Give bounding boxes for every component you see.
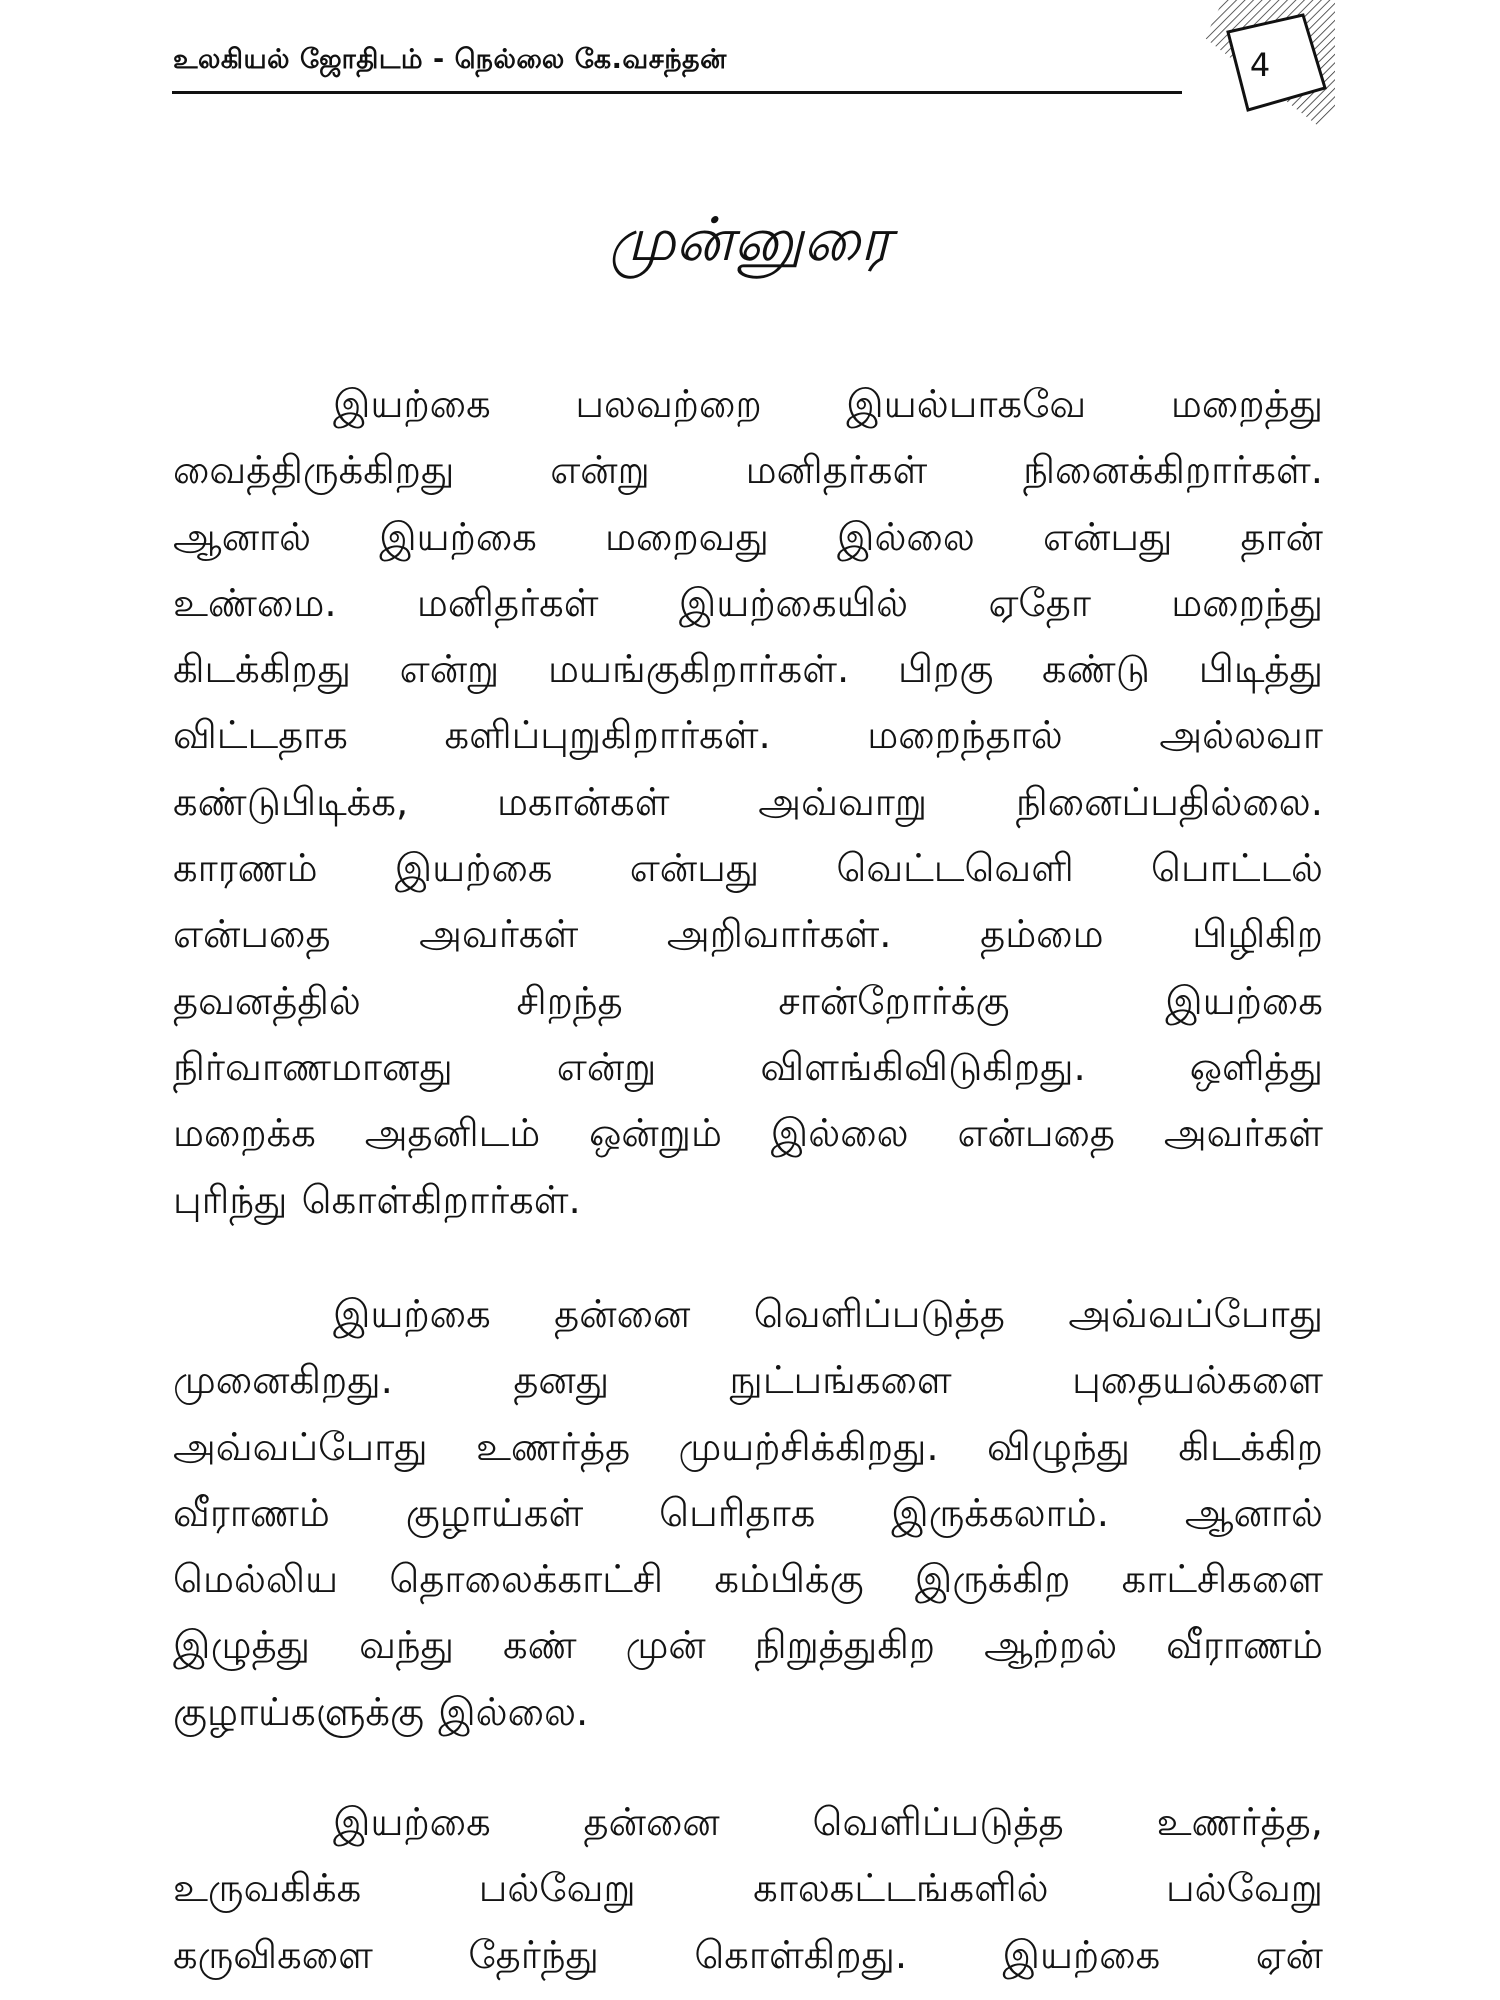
page-number: 4 xyxy=(1249,46,1271,84)
text-line: வைத்திருக்கிறது என்று மனிதர்கள் நினைக்கிறார்கள். xyxy=(173,448,1323,494)
paragraph-2 xyxy=(173,1282,1323,1746)
text-line: கண்டுபிடிக்க, மகான்கள் அவ்வாறு நினைப்பதில்லை. xyxy=(173,779,1323,825)
paragraph-1 xyxy=(173,372,1323,1234)
paragraph-3 xyxy=(173,1790,1323,1989)
text-line: விட்டதாக களிப்புறுகிறார்கள். மறைந்தால் அல்லவா xyxy=(173,713,1323,759)
text-line: நிர்வாணமானது என்று விளங்கிவிடுகிறது. ஒளித்து xyxy=(173,1044,1323,1090)
text-line: கருவிகளை தேர்ந்து கொள்கிறது. இயற்கை ஏன் xyxy=(173,1932,1323,1978)
text-line: உருவகிக்க பல்வேறு காலகட்டங்களில் பல்வேறு xyxy=(173,1866,1323,1912)
text-line: என்பதை அவர்கள் அறிவார்கள். தம்மை பிழிகிற xyxy=(173,912,1323,958)
running-header-title: உலகியல் ஜோதிடம் - நெல்லை கே.வசந்தன் xyxy=(173,44,727,75)
text-line: இயற்கை தன்னை வெளிப்படுத்த அவ்வப்போது xyxy=(333,1292,1323,1337)
text-line: ஆனால் இயற்கை மறைவது இல்லை என்பது தான் xyxy=(173,514,1323,560)
text-line: இயற்கை பலவற்றை இயல்பாகவே மறைத்து xyxy=(333,382,1323,427)
text-line: வீராணம் குழாய்கள் பெரிதாக இருக்கலாம். ஆனால் xyxy=(173,1490,1323,1536)
header-rule xyxy=(172,91,1182,94)
text-line: மறைக்க அதனிடம் ஒன்றும் இல்லை என்பதை அவர்கள் xyxy=(173,1111,1323,1157)
text-line: அவ்வப்போது உணர்த்த முயற்சிக்கிறது. விழுந்து கிடக்கிற xyxy=(173,1424,1323,1470)
text-line: புரிந்து கொள்கிறார்கள். xyxy=(173,1177,581,1223)
text-line: காரணம் இயற்கை என்பது வெட்டவெளி பொட்டல் xyxy=(173,846,1323,892)
text-line: மெல்லிய தொலைக்காட்சி கம்பிக்கு இருக்கிற காட்சிகளை xyxy=(173,1557,1323,1603)
text-line: கிடக்கிறது என்று மயங்குகிறார்கள். பிறகு கண்டு பிடித்து xyxy=(173,647,1323,693)
text-line: முனைகிறது. தனது நுட்பங்களை புதையல்களை xyxy=(173,1358,1323,1404)
text-line: இழுத்து வந்து கண் முன் நிறுத்துகிற ஆற்றல் வீராணம் xyxy=(173,1623,1323,1669)
text-line: குழாய்களுக்கு இல்லை. xyxy=(173,1689,589,1735)
text-line: தவனத்தில் சிறந்த சான்றோர்க்கு இயற்கை xyxy=(173,978,1323,1024)
chapter-title: முன்னுரை xyxy=(608,205,892,275)
text-line: உண்மை. மனிதர்கள் இயற்கையில் ஏதோ மறைந்து xyxy=(173,580,1323,626)
text-line: இயற்கை தன்னை வெளிப்படுத்த உணர்த்த, xyxy=(333,1800,1323,1845)
